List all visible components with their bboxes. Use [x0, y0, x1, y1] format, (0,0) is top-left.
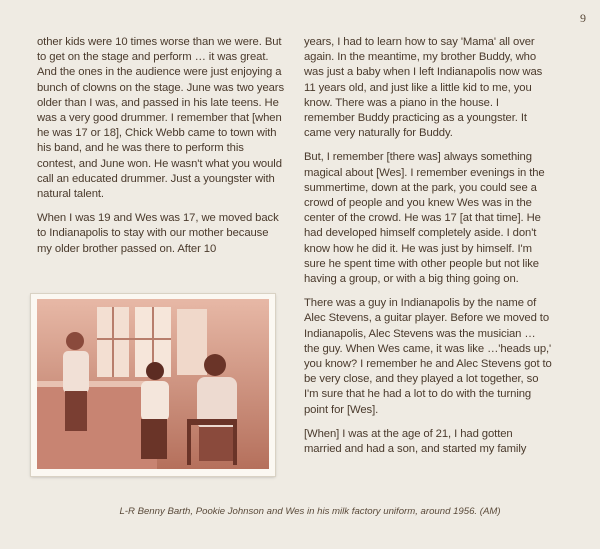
photo-frame	[31, 294, 275, 476]
paragraph: other kids were 10 times worse than we were. But to get on the stage and perform … it was great. And the ones in the audience were just enjoying a bunch of clowns on the stage. June was two years older than I was, and passed in his late teens. He was a very good drummer. I remember that [when he was 17 or 18], Chick Webb came to town with his band, and he was there to perform this contest, and June won. He wasn't what you would call an educated drummer. Just a youngster with natural talent.	[37, 36, 285, 201]
photo-image	[37, 299, 269, 469]
photo-caption: L-R Benny Barth, Pookie Johnson and Wes in his milk factory uniform, around 1956. (AM)	[119, 506, 501, 517]
paragraph: There was a guy in Indianapolis by the name of Alec Stevens, a guitar player. Before we moved to Indianapolis, Alec Stevens was the musician … the guy. When Wes came, it was like …'heads up,' you know? I remember he and Alec Stevens got to be very close, and they played a lot together, so I'm sure that he had a lot to do with the turning point for [Wes].	[304, 297, 552, 416]
page-number: 9	[580, 11, 586, 25]
left-column	[37, 35, 285, 266]
paragraph: [When] I was at the age of 21, I had gotten married and had a son, and started my family	[304, 427, 527, 456]
paragraph: years, I had to learn how to say 'Mama' all over again. In the meantime, my brother Buddy, who was just a baby when I left Indianapolis now was 11 years old, and just like a little kid to me, you know. There was a piano in the house. I remember Buddy practicing as a youngster. It came very naturally for Buddy.	[304, 36, 543, 140]
paragraph: But, I remember [there was] always something magical about [Wes]. I remember evenings in the summertime, down at the park, you could see a crowd of people and you knew Wes was in the center of the crowd. He was 17 [at that time]. He had developed himself completely aside. I don't know how he did it. He was just by himself. I'm sure he spent time with other people but not like having a group, or with a big thing going on.	[304, 151, 545, 286]
right-column	[304, 35, 552, 466]
paragraph: When I was 19 and Wes was 17, we moved back to Indianapolis to stay with our mother because my older brother passed on. After 10	[37, 212, 279, 255]
